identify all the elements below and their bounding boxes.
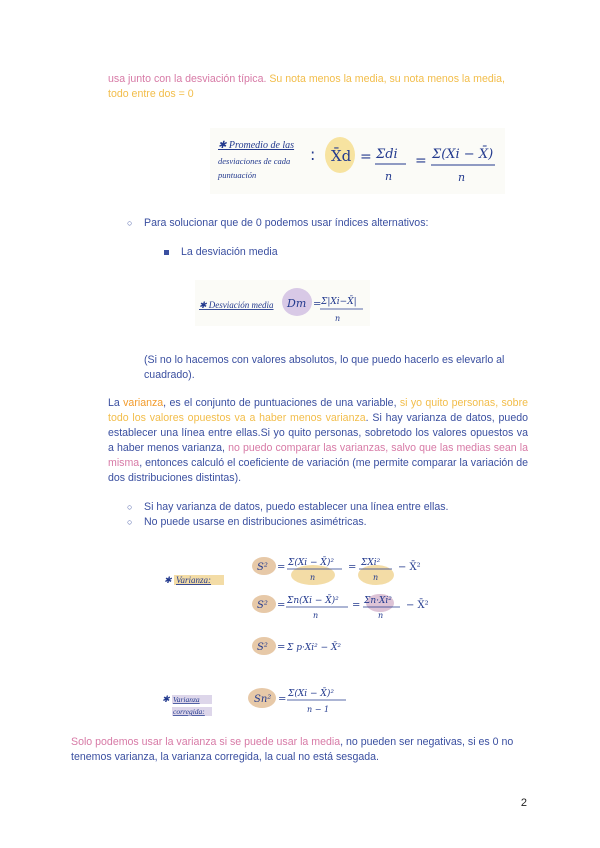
bullet-circle-2: ○ xyxy=(127,502,133,512)
formula-varianza-corregida xyxy=(160,678,360,722)
svg-text:=: = xyxy=(277,642,286,653)
bullet-circle-1: ○ xyxy=(127,218,133,228)
intro-text-pink: usa junto con la desviación típica. xyxy=(108,73,267,85)
bullet-square xyxy=(164,250,169,255)
svg-text:n: n xyxy=(313,611,319,620)
svg-text:S²: S² xyxy=(257,600,268,611)
svg-text:=: = xyxy=(360,149,372,165)
intro-line-1 xyxy=(108,72,528,87)
svg-text:n − 1: n − 1 xyxy=(307,705,330,714)
svg-text:Σdi: Σdi xyxy=(376,147,398,162)
svg-text:S²: S² xyxy=(257,562,268,573)
intro-line-2: todo entre dos = 0 xyxy=(108,88,194,100)
svg-text:=: = xyxy=(313,299,322,310)
svg-text:X̄d: X̄d xyxy=(331,147,352,165)
intro-text-gold: Su nota menos la media, su nota menos la media, xyxy=(266,73,505,85)
bullet-alternativos: Para solucionar que de 0 podemos usar índices alternativos: xyxy=(144,217,429,229)
formula-varianza xyxy=(160,548,460,664)
svg-text:✱ Desviación media: ✱ Desviación media xyxy=(199,300,274,310)
svg-text:n: n xyxy=(373,573,379,582)
formula-promedio-desviaciones xyxy=(210,128,505,194)
svg-text:Varianza: Varianza xyxy=(173,695,200,704)
svg-text:✱: ✱ xyxy=(162,694,170,704)
absolute-values-note: (Si no lo hacemos con valores absolutos, lo que puedo hacerlo es elevarlo al cuadrado). xyxy=(144,354,505,381)
svg-text:Σ(Xi − X̄)²: Σ(Xi − X̄)² xyxy=(288,689,334,699)
svg-text:Σ(Xi − X̄)²: Σ(Xi − X̄)² xyxy=(288,558,334,568)
svg-text:=: = xyxy=(278,694,287,705)
page-number: 2 xyxy=(520,797,527,809)
svg-text:=: = xyxy=(415,153,427,169)
svg-text::: : xyxy=(310,145,316,164)
svg-text:puntuación: puntuación xyxy=(218,170,257,180)
svg-text:=: = xyxy=(352,600,361,611)
svg-text:Dm: Dm xyxy=(287,297,307,310)
svg-text:ΣXi²: ΣXi² xyxy=(361,558,381,568)
final-paragraph: Solo podemos usar la varianza si se puede usar la media, no pueden ser negativas, si es 0 no tenemos varianza, la varianza corregida, la cual no está sesgada. xyxy=(71,736,514,763)
svg-text:corregida:: corregida: xyxy=(173,707,205,716)
svg-text:n: n xyxy=(335,314,341,323)
svg-text:n: n xyxy=(310,573,316,582)
svg-text:n: n xyxy=(378,611,384,620)
svg-text:n: n xyxy=(385,170,393,183)
bullet-circle-3: ○ xyxy=(127,517,133,527)
svg-text:=: = xyxy=(348,562,357,573)
svg-text:✱ Promedio de las: ✱ Promedio de las xyxy=(218,140,295,151)
svg-text:Σ(Xi − X̄): Σ(Xi − X̄) xyxy=(432,147,494,162)
svg-text:Σn·Xi²: Σn·Xi² xyxy=(364,596,392,606)
svg-text:Varianza:: Varianza: xyxy=(176,575,212,585)
svg-text:=: = xyxy=(277,600,286,611)
svg-text:Sn²: Sn² xyxy=(254,694,272,705)
svg-text:desviaciones de cada: desviaciones de cada xyxy=(218,156,291,166)
svg-text:S²: S² xyxy=(257,642,268,653)
svg-text:✱: ✱ xyxy=(164,575,172,585)
svg-text:− X̄²: − X̄² xyxy=(406,600,429,611)
svg-text:Σn(Xi − X̄)²: Σn(Xi − X̄)² xyxy=(287,596,339,606)
svg-text:− X̄²: − X̄² xyxy=(398,562,421,573)
svg-text:Σ p·Xi² − X̄²: Σ p·Xi² − X̄² xyxy=(287,643,342,653)
formula-desviacion-media xyxy=(195,280,370,326)
bullet-varianza-datos: Si hay varianza de datos, puedo establecer una línea entre ellas. xyxy=(144,501,449,513)
bullet-desviacion-media: La desviación media xyxy=(181,246,278,258)
svg-text:=: = xyxy=(277,562,286,573)
varianza-paragraph: La varianza, es el conjunto de puntuaciones de una variable, si yo quito personas, sobre todo los valores opuestos va a haber menos varianza. Si hay varianza de datos, puedo establecer una línea entre ellas.Si yo quito personas, sobretodo los valores opuestos va a haber menos varianza, no puedo comparar las varianzas, salvo que las medias sean la misma, entonces calculó el coeficiente de variación (me permite comparar la variación de dos distribuciones distintas). xyxy=(108,397,528,484)
svg-text:n: n xyxy=(458,171,466,184)
bullet-asimetricas: No puede usarse en distribuciones asimétricas. xyxy=(144,516,367,528)
svg-text:Σ|Xi−X̄|: Σ|Xi−X̄| xyxy=(321,297,357,307)
